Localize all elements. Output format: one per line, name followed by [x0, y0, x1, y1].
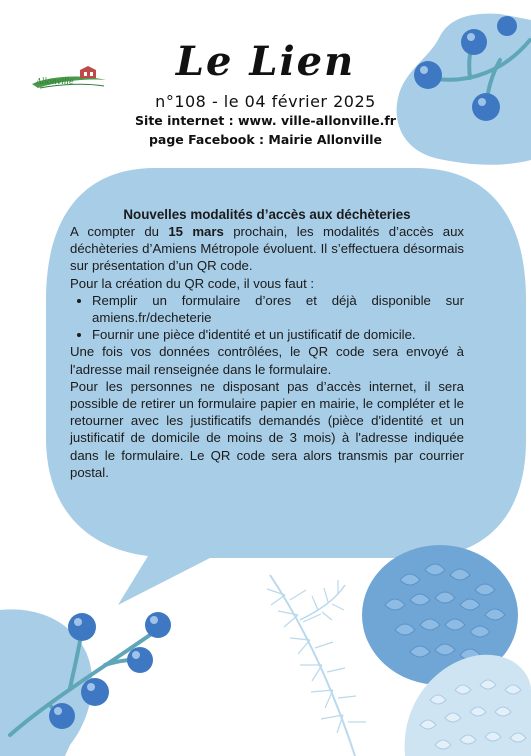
logo-text: Allonville — [36, 77, 74, 86]
article-no-internet: Pour les personnes ne disposant pas d’accès internet, il sera possible de retirer un formulaire papier en mairie, le compléter et le retourner avec les justificatifs demandés (pièce d'identité et un justificatif de domicile de moins de 3 mois) à l'adresse indiquée dans le formulaire. Le QR code sera alors transmis par courrier postal. — [70, 378, 464, 480]
requirement-item: • Remplir un formulaire d’ores et déjà disponible sur amiens.fr/decheterie — [92, 292, 464, 326]
website-line: Site internet : www. ville-allonville.fr — [135, 113, 396, 128]
article-after-check: Une fois vos données contrôlées, le QR code sera envoyé à l'adresse mail renseignée dans le formulaire. — [70, 344, 464, 377]
intro-before: A compter du — [70, 224, 169, 239]
intro-after: prochain, les modalités d’accès aux déchèteries d’Amiens Métropole évoluent. Il s’effectuera désormais sur présentation d’un QR code. — [70, 224, 465, 274]
article-requirement: Pour la création du QR code, il vous faut : — [70, 275, 315, 291]
requirement-list — [70, 292, 464, 344]
issue-number-date: n°108 - le 04 février 2025 — [155, 92, 376, 111]
newsletter-title: Le Lien — [175, 38, 356, 85]
article — [70, 206, 464, 481]
intro-date: 15 mars — [168, 224, 224, 239]
article-intro — [70, 223, 464, 275]
facebook-line: page Facebook : Mairie Allonville — [148, 132, 383, 147]
pine-sprig — [267, 575, 366, 756]
requirement-item: • Fournir une pièce d'identité et un justificatif de domicile. — [92, 326, 464, 343]
article-heading: Nouvelles modalités d’accès aux déchèteries — [123, 207, 411, 222]
